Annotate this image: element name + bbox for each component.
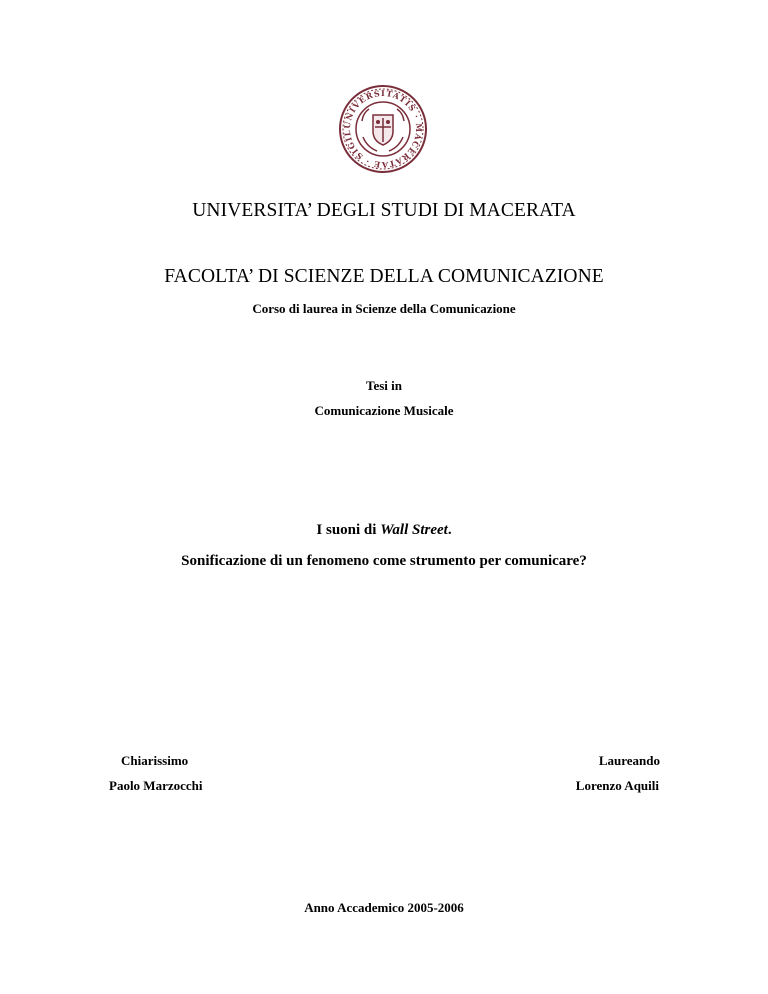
seal-icon: [339, 85, 427, 173]
student-role: Laureando: [598, 753, 660, 768]
student-name: Lorenzo Aquili: [575, 778, 659, 793]
faculty-name: FACOLTA’ DI SCIENZE DELLA COMUNICAZIONE: [164, 266, 604, 287]
thesis-title-suffix: .: [447, 522, 452, 538]
svg-text:UNIVERSITATIS · MACERATAE · SI: UNIVERSITATIS · MACERATAE · SIGIL: [341, 87, 425, 171]
thesis-subtitle: Sonificazione di un fenomeno come strumento per comunicare?: [181, 553, 587, 569]
university-seal: [339, 85, 427, 173]
thesis-subject: Comunicazione Musicale: [314, 403, 454, 418]
thesis-label: Tesi in: [365, 378, 402, 393]
academic-year: Anno Accademico 2005-2006: [304, 900, 464, 915]
university-name: UNIVERSITA’ DEGLI STUDI DI MACERATA: [192, 200, 576, 221]
advisor-role: Chiarissimo: [121, 753, 189, 768]
thesis-title: [0, 522, 768, 539]
advisor-name: Paolo Marzocchi: [109, 778, 203, 793]
thesis-title-italic: Wall Street: [380, 522, 448, 538]
thesis-title-prefix: I suoni di: [316, 522, 381, 538]
course-name: Corso di laurea in Scienze della Comunicazione: [252, 301, 516, 316]
